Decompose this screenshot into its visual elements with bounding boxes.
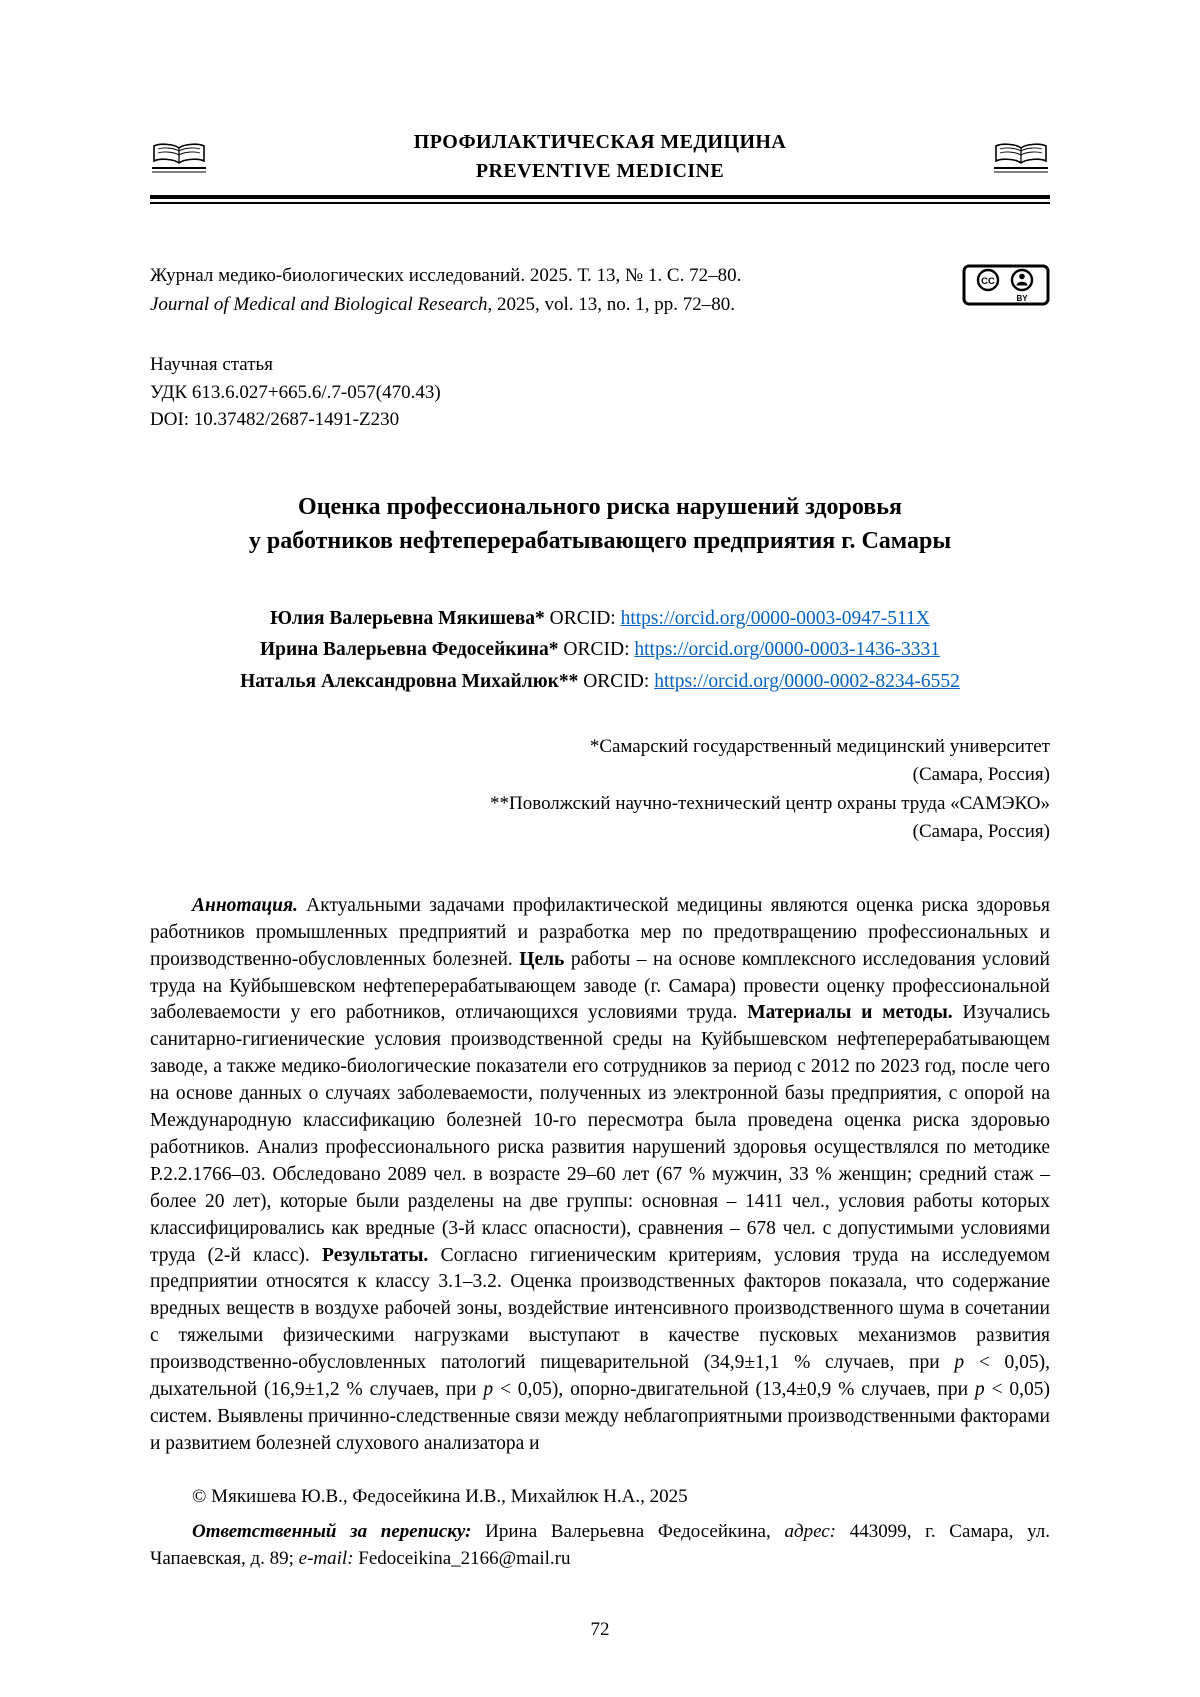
affiliation-line: (Самара, Россия) bbox=[912, 764, 1050, 786]
by-label: BY bbox=[1016, 294, 1028, 303]
orcid-link[interactable]: https://orcid.org/0000-0003-1436-3331 bbox=[634, 639, 941, 661]
text-segment: < 0,05), дыхательной (16,9±1,2 % случаев, при bbox=[150, 1352, 1051, 1401]
text-segment: p bbox=[974, 1379, 985, 1401]
header-divider bbox=[150, 195, 1050, 204]
article-title-line1: Оценка профессионального риска нарушений здоровья bbox=[298, 493, 902, 520]
author-name: Наталья Александровна Михайлюк** bbox=[240, 670, 579, 692]
text-segment: , 2025, vol. 13, no. 1, pp. 72–80. bbox=[487, 293, 736, 315]
text-segment: Ирина Валерьевна Федосейкина, bbox=[485, 1520, 785, 1542]
orcid-prefix: ORCID: bbox=[558, 639, 635, 661]
udc-number: УДК 613.6.027+665.6/.7-057(470.43) bbox=[150, 381, 441, 403]
text-segment: Результаты. bbox=[322, 1244, 429, 1266]
journal-header bbox=[150, 128, 1050, 186]
affiliation-line: (Самара, Россия) bbox=[912, 821, 1050, 843]
text-segment: Fedoceikina_2166@mail.ru bbox=[358, 1548, 571, 1570]
journal-title-ru: ПРОФИЛАКТИЧЕСКАЯ МЕДИЦИНА bbox=[413, 131, 787, 153]
journal-titles bbox=[208, 128, 992, 186]
text-segment: Согласно гигиеническим критериям, условия труда на исследуемом предприятии относятся к классу 3.1–3.2. Оценка производственных факторов показала, что содержание вредных веществ в воздухе рабочей зоны, воздействие интенсивного производственного шума в сочетании с тяжелыми физическими нагрузками выступают в качестве пусковых механизмов развития производственно-обусловленных патологий пищеварительной (34,9±1,1 % случаев, при bbox=[150, 1244, 1050, 1374]
article-title-line2: у работников нефтеперерабатывающего предприятия г. Самары bbox=[248, 528, 952, 555]
open-book-icon-right bbox=[992, 141, 1050, 173]
orcid-link[interactable]: https://orcid.org/0000-0002-8234-6552 bbox=[654, 670, 960, 692]
text-segment: < 0,05), опорно-двигательной (13,4±0,9 % случаев, при bbox=[493, 1379, 975, 1401]
authors-block bbox=[150, 603, 1050, 697]
text-segment: Аннотация. bbox=[192, 894, 307, 916]
article-meta bbox=[150, 351, 1050, 434]
article-title bbox=[150, 490, 1050, 560]
orcid-prefix: ORCID: bbox=[578, 670, 655, 692]
doi-number: DOI: 10.37482/2687-1491-Z230 bbox=[150, 409, 400, 431]
journal-title-en: PREVENTIVE MEDICINE bbox=[475, 160, 725, 182]
citation-ru: Журнал медико-биологических исследований. 2025. Т. 13, № 1. С. 72–80. bbox=[150, 265, 742, 286]
author-line bbox=[150, 603, 1050, 634]
affiliation-line: *Самарский государственный медицинский университет bbox=[589, 735, 1050, 757]
affiliations-block bbox=[150, 733, 1050, 847]
cc-label: CC bbox=[981, 276, 995, 287]
text-segment: работы – на основе комплексного исследования условий труда на Куйбышевском нефтеперерабатывающем заводе (г. Самара) провести оценку профессиональной заболеваемости у его работников, отличающихся условиями труда. bbox=[150, 948, 1050, 1024]
text-segment: Актуальными задачами профилактической медицины являются оценка риска здоровья работников промышленных предприятий и разработка мер по предотвращению профессиональных и производственно-обусловленных болезней. bbox=[150, 894, 1050, 970]
text-segment: Ответственный за переписку: bbox=[192, 1520, 486, 1542]
text-segment: Цель bbox=[519, 948, 565, 970]
citation-text bbox=[150, 262, 741, 319]
orcid-prefix: ORCID: bbox=[544, 608, 621, 630]
text-segment: < 0,05) систем. Выявлены причинно-следственные связи между неблагоприятными производственными факторами и развитием болезней слухового анализатора и bbox=[150, 1379, 1051, 1454]
open-book-icon-left bbox=[150, 141, 208, 173]
page-number: 72 bbox=[590, 1618, 610, 1640]
text-segment: Изучались санитарно-гигиенические условия производственной среды на Куйбышевском нефтеперерабатывающем заводе, а также медико-биологические показатели его сотрудников за период с 2012 по 2023 год, после чего на основе данных о случаях заболеваемости, полученных из электронной базы предприятия, с опорой на Международную классификацию болезней 10-го пересмотра была проведена оценка риска здоровью работников. Анализ профессионального риска развития нарушений здоровья осуществлялся по методике Р.2.2.1766–03. Обследовано 2089 чел. в возрасте 29–60 лет (67 % мужчин, 33 % женщин; средний стаж – более 20 лет), которые были разделены на две группы: основная – 1411 чел., условия работы которых классифицировались как вредные (3-й класс опасности), сравнения – 678 чел. с допустимыми условиями труда (2-й класс). bbox=[150, 1002, 1050, 1266]
correspondence-paragraph bbox=[150, 1518, 1050, 1573]
text-segment: p bbox=[954, 1352, 965, 1374]
text-segment: p bbox=[483, 1379, 494, 1401]
author-name: Ирина Валерьевна Федосейкина* bbox=[259, 639, 559, 661]
author-line bbox=[150, 666, 1050, 697]
cc-by-license-badge bbox=[962, 264, 1050, 311]
text-segment: e-mail: bbox=[298, 1548, 359, 1570]
text-segment: адрес: bbox=[784, 1520, 850, 1542]
text-segment: 443099, г. Самара, ул. Чапаевская, д. 89; bbox=[150, 1520, 1050, 1570]
author-name: Юлия Валерьевна Мякишева* bbox=[270, 608, 545, 630]
orcid-link[interactable]: https://orcid.org/0000-0003-0947-511X bbox=[620, 608, 930, 630]
article-type: Научная статья bbox=[150, 354, 273, 375]
citation-block bbox=[150, 262, 1050, 319]
text-segment: Материалы и методы. bbox=[747, 1002, 953, 1024]
copyright-line: © Мякишева Ю.В., Федосейкина И.В., Михайлюк Н.А., 2025 bbox=[192, 1485, 688, 1507]
text-segment: Journal of Medical and Biological Research bbox=[150, 293, 488, 315]
affiliation-line: **Поволжский научно-технический центр охраны труда «САМЭКО» bbox=[490, 792, 1050, 814]
abstract-paragraph bbox=[150, 893, 1050, 1458]
citation-en bbox=[150, 291, 741, 320]
author-line bbox=[150, 634, 1050, 665]
